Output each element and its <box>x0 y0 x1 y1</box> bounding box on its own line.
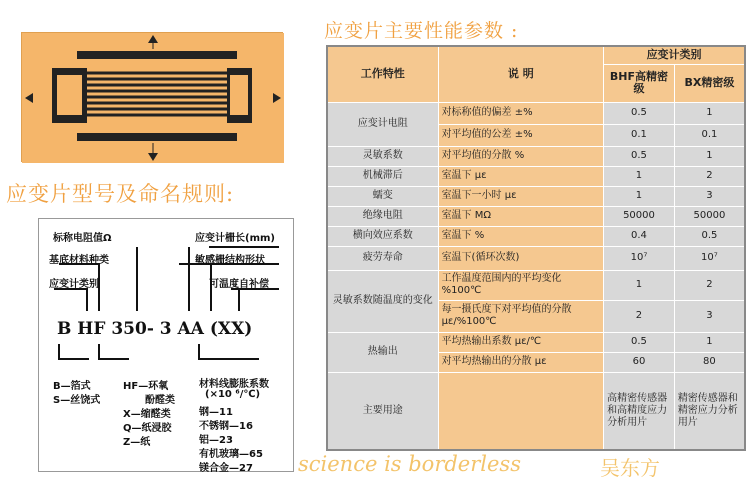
legend-b: B—箔式 <box>53 381 91 392</box>
row-feature: 蠕变 <box>327 186 438 206</box>
legend-coef-unit: (×10 ⁶/℃) <box>205 389 261 400</box>
row-bhf: 2 <box>604 300 675 332</box>
row-bhf: 50000 <box>604 206 675 226</box>
legend-material-2: 不锈钢—16 <box>199 421 253 432</box>
legend-hf-cont: 酚醛类 <box>145 395 175 406</box>
strain-gauge-image <box>21 32 283 162</box>
header-description: 说 明 <box>438 46 604 102</box>
naming-rule-diagram <box>38 218 294 472</box>
params-title: 应变片主要性能参数 : <box>324 20 519 42</box>
row-feature: 主要用途 <box>327 372 438 450</box>
row-bx: 50000 <box>674 206 745 226</box>
row-description: 平均热输出系数 με/℃ <box>438 332 604 352</box>
row-bx: 1 <box>674 332 745 352</box>
row-feature: 热输出 <box>327 332 438 372</box>
row-bx: 10⁷ <box>674 246 745 270</box>
label-grid-shape: 敏感栅结构形状 <box>195 255 265 266</box>
row-feature: 机械滞后 <box>327 166 438 186</box>
row-bhf: 1 <box>604 186 675 206</box>
watermark-author: 吴东方 <box>600 456 660 480</box>
row-feature: 应变计电阻 <box>327 102 438 146</box>
strain-gauge-drawing <box>22 33 284 163</box>
row-bx: 1 <box>674 102 745 124</box>
row-feature: 绝缘电阻 <box>327 206 438 226</box>
row-bx: 精密传感器和精密应力分析用片 <box>674 372 745 450</box>
row-bhf: 0.4 <box>604 226 675 246</box>
row-description: 对平均值的公差 ±% <box>438 124 604 146</box>
legend-material-1: 钢—11 <box>199 407 233 418</box>
row-description: 对平均热输出的分散 με <box>438 352 604 372</box>
legend-coef: 材料线膨胀系数 <box>199 379 269 390</box>
header-category: 应变计类别 <box>604 46 745 64</box>
legend-x: X—缩醛类 <box>123 409 171 420</box>
header-bx: BX精密级 <box>674 64 745 102</box>
legend-q: Q—纸浸胶 <box>123 423 172 434</box>
row-bx: 3 <box>674 186 745 206</box>
row-description <box>438 372 604 450</box>
row-bx: 2 <box>674 166 745 186</box>
row-description: 室温下(循环次数) <box>438 246 604 270</box>
row-feature: 横向效应系数 <box>327 226 438 246</box>
row-bx: 3 <box>674 300 745 332</box>
row-description: 对平均值的分散 % <box>438 146 604 166</box>
label-gauge-category: 应变计类别 <box>49 279 99 290</box>
row-description: 工作温度范围内的平均变化 %100℃ <box>438 270 604 300</box>
label-gauge-length: 应变计栅长(mm) <box>195 233 275 244</box>
row-bhf: 0.5 <box>604 332 675 352</box>
row-feature: 疲劳寿命 <box>327 246 438 270</box>
row-bhf: 0.5 <box>604 102 675 124</box>
header-feature: 工作特性 <box>327 46 438 102</box>
legend-z: Z—纸 <box>123 437 151 448</box>
row-bhf: 1 <box>604 270 675 300</box>
row-bhf: 高精密传感器和高精度应力分析用片 <box>604 372 675 450</box>
row-feature: 灵敏系数 <box>327 146 438 166</box>
watermark-text: science is borderless <box>298 452 521 476</box>
legend-material-3: 铝—23 <box>199 435 233 446</box>
row-description: 室温下一小时 με <box>438 186 604 206</box>
row-feature: 灵敏系数随温度的变化 <box>327 270 438 332</box>
row-bhf: 10⁷ <box>604 246 675 270</box>
label-nominal-resistance: 标称电阻值Ω <box>53 233 112 244</box>
label-base-material: 基底材料种类 <box>49 255 109 266</box>
row-description: 对标称值的偏差 ±% <box>438 102 604 124</box>
row-bhf: 0.5 <box>604 146 675 166</box>
row-description: 室温下 % <box>438 226 604 246</box>
legend-s: S—丝饶式 <box>53 395 101 406</box>
legend-material-4: 有机玻璃—65 <box>199 449 263 460</box>
legend-hf: HF—环氧 <box>123 381 169 392</box>
legend-material-5: 镁合金—27 <box>199 463 253 474</box>
performance-table <box>326 45 746 451</box>
row-description: 室温下 με <box>438 166 604 186</box>
model-naming-title: 应变片型号及命名规则: <box>6 182 235 206</box>
label-temp-compensation: 可温度自补偿 <box>209 279 269 290</box>
row-bx: 0.1 <box>674 124 745 146</box>
row-bx: 0.5 <box>674 226 745 246</box>
row-description: 每一摄氏度下对平均值的分散 με/%100℃ <box>438 300 604 332</box>
header-bhf: BHF高精密级 <box>604 64 675 102</box>
model-code: B HF 350- 3 AA (XX) <box>57 319 253 339</box>
row-bhf: 60 <box>604 352 675 372</box>
row-bx: 1 <box>674 146 745 166</box>
row-bhf: 0.1 <box>604 124 675 146</box>
row-bx: 2 <box>674 270 745 300</box>
row-bx: 80 <box>674 352 745 372</box>
row-description: 室温下 MΩ <box>438 206 604 226</box>
row-bhf: 1 <box>604 166 675 186</box>
